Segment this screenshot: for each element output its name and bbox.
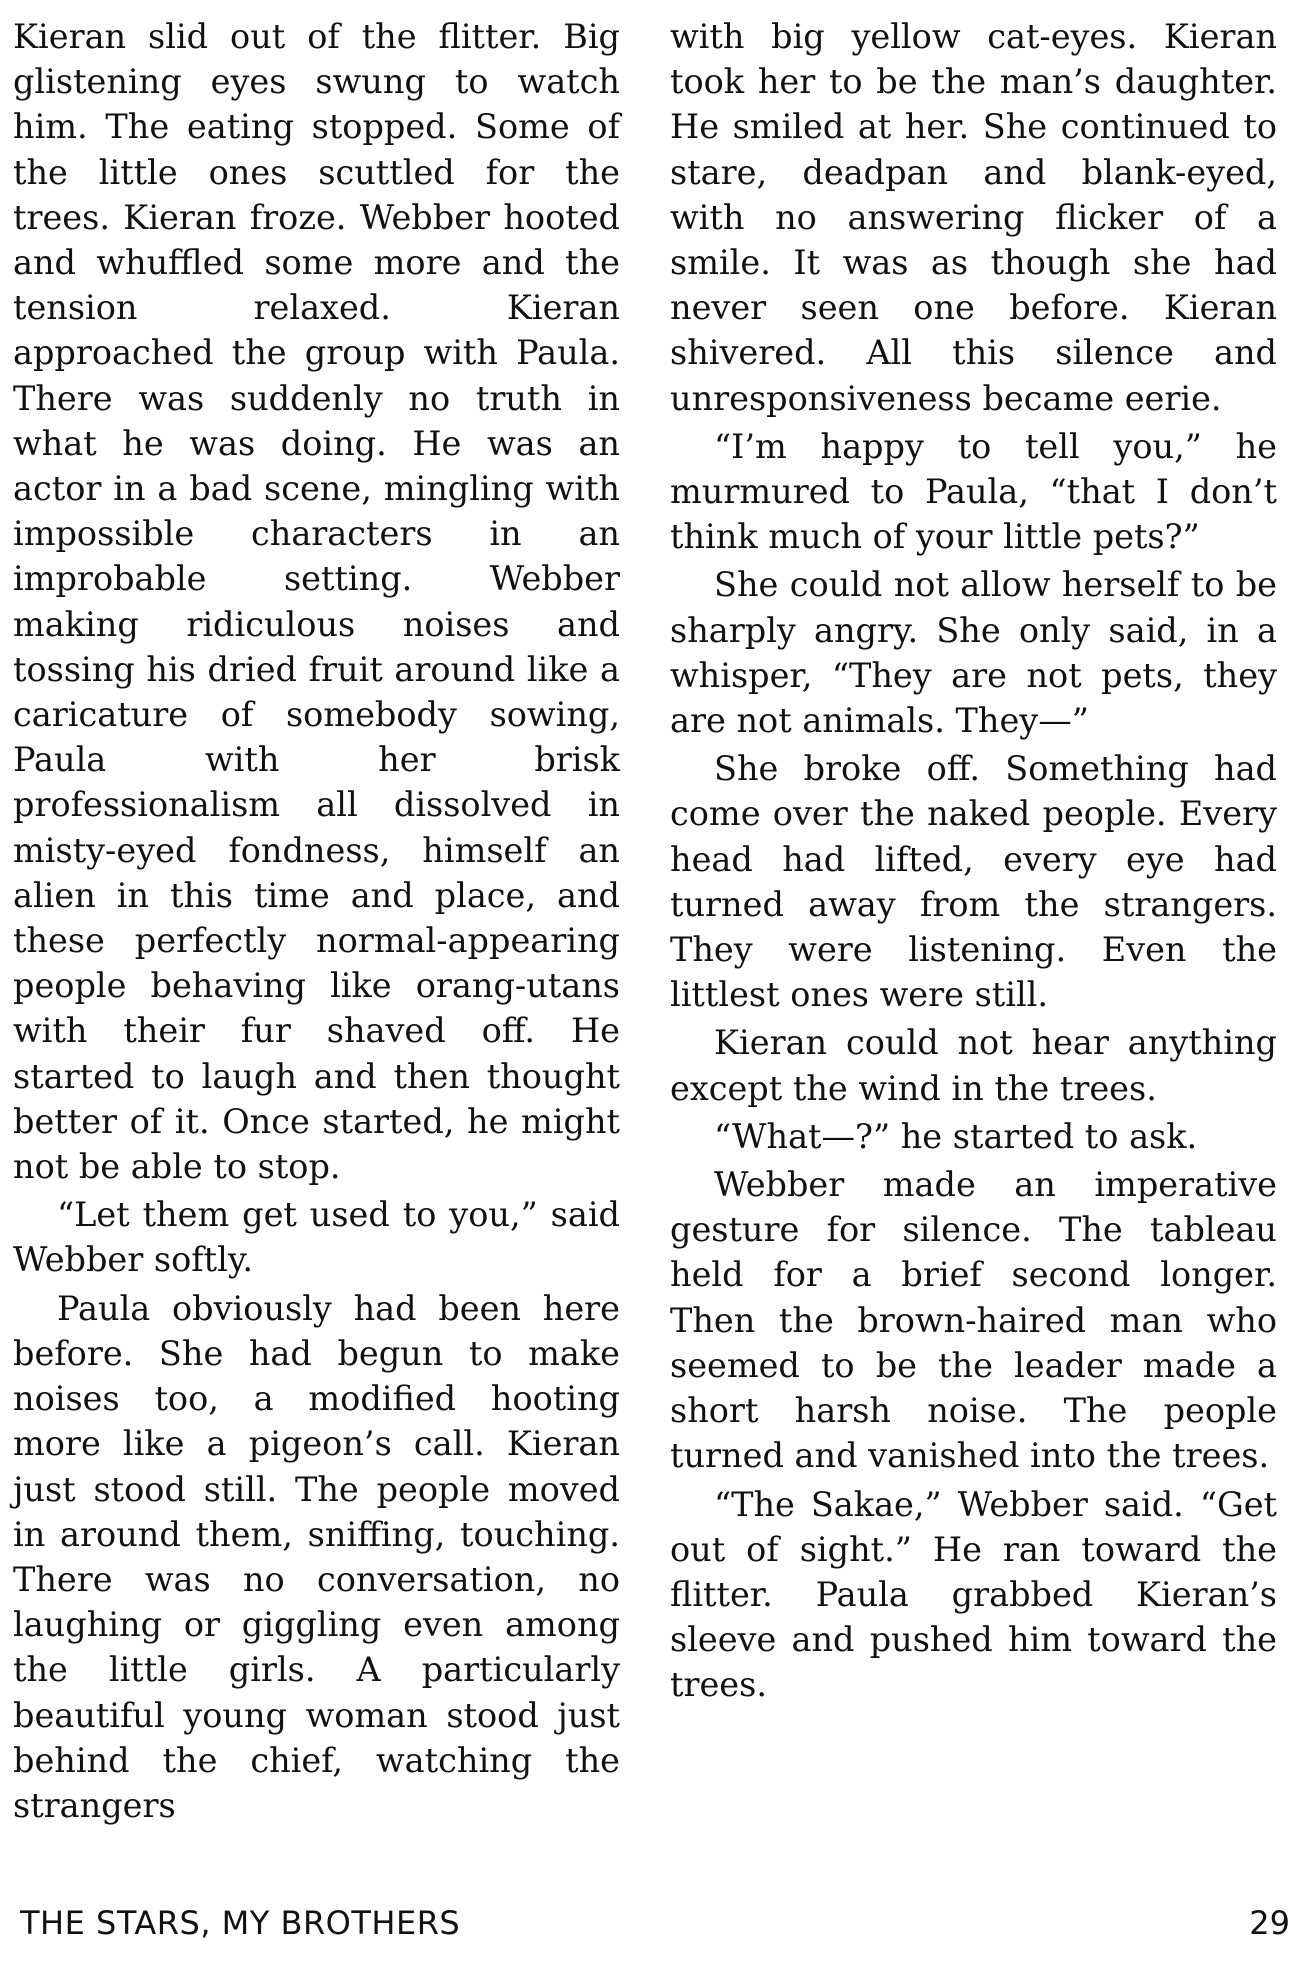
paragraph: “The Sakae,” Webber said. “Get out of sight.” He ran toward the flitter. Paula grabbed Kieran’s sleeve and pushed him toward the trees. xyxy=(670,1484,1277,1705)
paragraph: Webber made an imperative gesture for silence. The tableau held for a brief second longer. Then the brown-haired man who seemed to be the leader made a short harsh noise. The people turned and vanished into the trees. xyxy=(670,1165,1277,1476)
right-text-column xyxy=(670,14,1277,1711)
paragraph: Kieran could not hear anything except the wind in the trees. xyxy=(670,1023,1277,1108)
paragraph: “What—?” he started to ask. xyxy=(714,1116,1198,1156)
paragraph: “Let them get used to you,” said Webber softly. xyxy=(13,1195,620,1280)
paragraph: Kieran slid out of the flitter. Big glistening eyes swung to watch him. The eating stopped. Some of the little ones scuttled for the trees. Kieran froze. Webber hooted and whuffled some more and the tension relaxed. Kieran approached the group with Paula. There was suddenly no truth in what he was doing. He was an actor in a bad scene, mingling with impossible characters in an improbable setting. Webber making ridiculous noises and tossing his dried fruit around like a caricature of somebody sowing, Paula with her brisk professionalism all dissolved in misty-eyed fondness, himself an alien in this time and place, and these perfectly normal-appearing people behaving like orang-utans with their fur shaved off. He started to laugh and then thought better of it. Once started, he might not be able to stop. xyxy=(13,17,620,1187)
page-footer xyxy=(20,1904,1290,1948)
paragraph: Paula obviously had been here before. She had begun to make noises too, a modified hooting more like a pigeon’s call. Kieran just stood still. The people moved in around them, sniffing, touching. There was no conversation, no laughing or giggling even among the little girls. A particularly beautiful young woman stood just behind the chief, watching the strangers xyxy=(13,1288,620,1825)
paragraph: with big yellow cat-eyes. Kieran took her to be the man’s daughter. He smiled at her. She continued to stare, deadpan and blank-eyed, with no answering flicker of a smile. It was as though she had never seen one before. Kieran shivered. All this silence and unresponsiveness became eerie. xyxy=(670,17,1277,418)
paragraph: “I’m happy to tell you,” he murmured to Paula, “that I don’t think much of your little pets?” xyxy=(670,426,1277,557)
paragraph: She broke off. Something had come over the naked people. Every head had lifted, every eye had turned away from the strangers. They were listening. Even the littlest ones were still. xyxy=(670,749,1277,1015)
running-title: THE STARS, MY BROTHERS xyxy=(20,1904,461,1942)
page-number: 29 xyxy=(1249,1904,1290,1942)
paragraph: She could not allow herself to be sharply angry. She only said, in a whisper, “They are not pets, they are not animals. They—” xyxy=(670,565,1277,741)
left-text-column xyxy=(13,14,620,1831)
